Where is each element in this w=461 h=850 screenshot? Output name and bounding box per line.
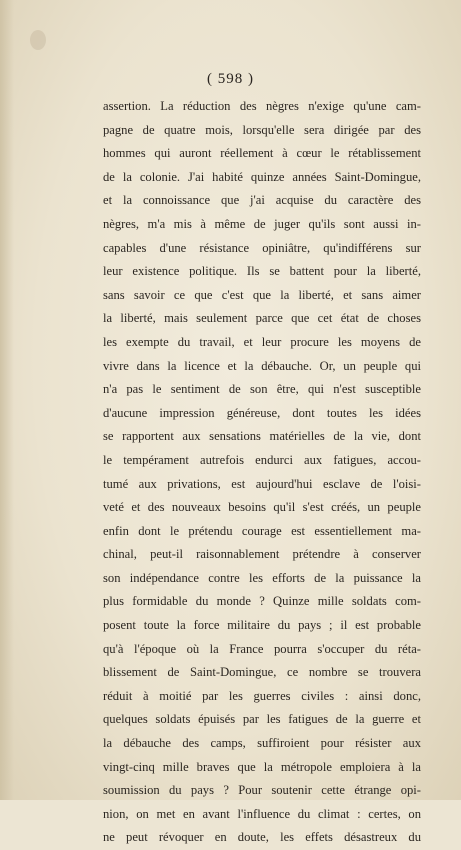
text-line: qu'à l'époque où la France pourra s'occuper du réta-: [103, 641, 421, 656]
text-line: sans savoir ce que c'est que la liberté, et sans aimer: [103, 287, 421, 302]
text-line: et la connoissance que j'ai acquise du caractère des: [103, 193, 421, 208]
text-line: hommes qui auront réellement à cœur le rétablissement: [103, 146, 421, 161]
text-line: nion, on met en avant l'influence du climat : certes, on: [103, 806, 421, 821]
text-line: n'a pas le sentiment de son être, qui n'est susceptible: [103, 382, 421, 397]
text-line: la débauche des camps, suffiroient pour résister aux: [103, 736, 421, 751]
text-line: d'aucune impression généreuse, dont toutes les idées: [103, 405, 421, 420]
paper-stain: [30, 30, 46, 50]
text-line: de la colonie. J'ai habité quinze années Saint-Domingue,: [103, 169, 421, 184]
body-text: [103, 95, 421, 850]
text-line: blissement de Saint-Domingue, ce nombre se trouvera: [103, 665, 421, 680]
text-line: pagne de quatre mois, lorsqu'elle sera dirigée par des: [103, 122, 421, 137]
text-line: se rapportent aux sensations matérielles de la vie, dont: [103, 429, 421, 444]
text-line: son indépendance contre les efforts de la puissance la: [103, 570, 421, 585]
text-line: nègres, m'a mis à même de juger qu'ils sont aussi in-: [103, 216, 421, 231]
text-line: réduit à moitié par les guerres civiles : ainsi donc,: [103, 688, 421, 703]
text-line: quelques soldats épuisés par les fatigues de la guerre et: [103, 712, 421, 727]
text-line: chinal, peut-il raisonnablement prétendre à conserver: [103, 547, 421, 562]
text-line: le tempérament autrefois endurci aux fatigues, accou-: [103, 452, 421, 467]
text-line: vingt-cinq mille braves que la métropole emploiera à la: [103, 759, 421, 774]
text-line: veté et des nouveaux besoins qu'il s'est créés, un peuple: [103, 500, 421, 515]
text-line: plus formidable du monde ? Quinze mille soldats com-: [103, 594, 421, 609]
text-line: tumé aux privations, est aujourd'hui esclave de l'oisi-: [103, 476, 421, 491]
text-line: soumission du pays ? Pour soutenir cette étrange opi-: [103, 783, 421, 798]
page-edge-shadow: [0, 0, 14, 800]
text-line: vivre dans la licence et la débauche. Or, un peuple qui: [103, 358, 421, 373]
text-line: capables d'une résistance opiniâtre, qu'indifférens sur: [103, 240, 421, 255]
text-line: les exempte du travail, et leur procure les moyens de: [103, 334, 421, 349]
text-line: leur existence politique. Ils se battent pour la liberté,: [103, 264, 421, 279]
text-line: ne peut révoquer en doute, les effets désastreux du: [103, 830, 421, 845]
text-line: la liberté, mais seulement parce que cet état de choses: [103, 311, 421, 326]
text-line: posent toute la force militaire du pays ; il est probable: [103, 618, 421, 633]
text-line: assertion. La réduction des nègres n'exige qu'une cam-: [103, 99, 421, 113]
page-number: ( 598 ): [207, 71, 254, 87]
text-line: enfin dont le prétendu courage est essentiellement ma-: [103, 523, 421, 538]
